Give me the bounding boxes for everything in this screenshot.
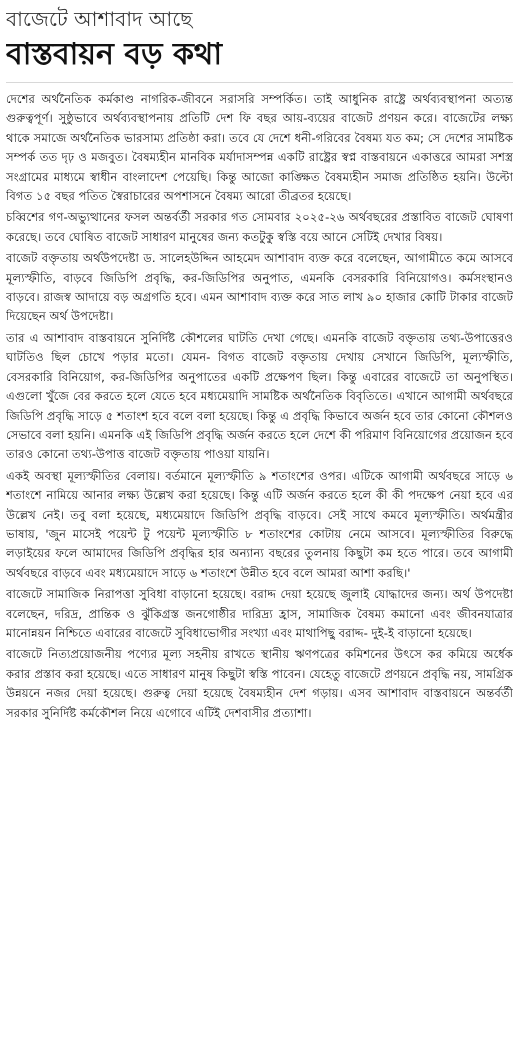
paragraph-7: বাজেটে নিত্যপ্রয়োজনীয় পণ্যের মূল্য সহনীয় রাখতে স্থানীয় ঋণপত্রের কমিশনের উৎসে কর কমিয়ে অর্ধেক করার প্রস্তাব করা হয়েছে। এতে সাধারণ মানুষ কিছুটা স্বস্তি পাবেন। যেহেতু বাজেটে প্রণয়নে প্রবৃদ্ধি নয়, সামগ্রিক উন্নয়নে নজর দেয়া হয়েছে। গুরুত্ব দেয়া হয়েছে বৈষম্যহীন দেশ গড়ায়। এসব আশাবাদ বাস্তবায়নে অন্তর্বর্তী সরকার সুনির্দিষ্ট কর্মকৌশল নিয়ে এগোবে এটিই দেশবাসীর প্রত্যাশা। — [6, 647, 513, 720]
paragraph-4: তার এ আশাবাদ বাস্তবায়নে সুনির্দিষ্ট কৌশলের ঘাটতি দেখা গেছে। এমনকি বাজেট বক্তৃতায় তথ্য-উপাত্তেরও ঘাটতিও ছিল চোখে পড়ার মতো। যেমন- বিগত বাজেট বক্তৃতায় দেখায় সেখানে জিডিপি, মূল্যস্ফীতি, বেসরকারি বিনিয়োগ, কর-জিডিপির অনুপাতের একটি প্রক্ষেপণ ছিল। কিন্তু এবারের বাজেটে তা অনুপস্থিত। এগুলো খুঁজে বের করতে হলে যেতে হবে মধ্যমেয়াদি সামষ্টিক অর্থনৈতিক বিবৃতিতে। এখানে আগামী অর্থবছরে জিডিপি প্রবৃদ্ধি সাড়ে ৫ শতাংশ হবে বলে বলা হয়েছে। কিন্তু এ প্রবৃদ্ধি কিভাবে অর্জন হবে তার কোনো কৌশলও সেভাবে বলা হয়নি। এমনকি এই জিডিপি প্রবৃদ্ধি অর্জন করতে হলে দেশে কী পরিমাণ বিনিয়োগের প্রয়োজন হবে তারও কোনো তথ্য-উপাত্ত বাজেট বক্তৃতায় পাওয়া যায়নি। — [6, 330, 513, 462]
headline-divider — [6, 82, 513, 83]
article-body — [6, 90, 513, 1048]
paragraph-1: দেশের অর্থনৈতিক কর্মকাণ্ড নাগরিক-জীবনে সরাসরি সম্পর্কিত। তাই আধুনিক রাষ্ট্রে অর্থব্যবস্থাপনা অত্যন্ত গুরুত্বপূর্ণ। সুষ্ঠুভাবে অর্থব্যবস্থাপনায় প্রতিটি দেশ ফি বছর আয়-ব্যয়ের বাজেট প্রণয়ন করে। বাজেটের লক্ষ্য থাকে সমাজে অর্থনৈতিক ভারসাম্য প্রতিষ্ঠা করা। তবে যে দেশে ধনী-গরিবের বৈষম্য যত কম; সে দেশের সামষ্টিক সম্পর্ক তত দৃঢ় ও মজবুত। বৈষম্যহীন মানবিক মর্যাদাসম্পন্ন একটি রাষ্ট্রের স্বপ্ন বাস্তবায়নে একাত্তরে আমরা সশস্ত্র সংগ্রামের মাধ্যমে স্বাধীন বাংলাদেশ পেয়েছি। কিন্তু আজো কাঙ্ক্ষিত বৈষম্যহীন সমাজ প্রতিষ্ঠিত হয়নি। উল্টো বিগত ১৫ বছর পতিত স্বৈরাচারের অপশাসনে বৈষম্য আরো তীব্রতর হয়েছে। — [6, 92, 513, 204]
paragraph-6: বাজেটে সামাজিক নিরাপত্তা সুবিধা বাড়ানো হয়েছে। বরাদ্দ দেয়া হয়েছে জুলাই যোদ্ধাদের জন্য। অর্থ উপদেষ্টা বলেছেন, দরিদ্র, প্রান্তিক ও ঝুঁকিগ্রস্ত জনগোষ্ঠীর দারিদ্র্য হ্রাস, সামাজিক বৈষম্য কমানো এবং জীবনযাত্রার মানোন্নয়ন নিশ্চিতে এবারের বাজেটে সুবিধাভোগীর সংখ্যা এবং মাথাপিছু বরাদ্দ- দুই-ই বাড়ানো হয়েছে। — [6, 587, 513, 640]
paragraph-5: একই অবস্থা মূল্যস্ফীতির বেলায়। বর্তমানে মূল্যস্ফীতি ৯ শতাংশের ওপর। এটিকে আগামী অর্থবছরে সাড়ে ৬ শতাংশে নামিয়ে আনার লক্ষ্য উল্লেখ করা হয়েছে। কিন্তু এটি অর্জন করতে হলে কী কী পদক্ষেপ নেয়া হবে এর উল্লেখ নেই। তবু বলা হয়েছে, মধ্যমেয়াদে জিডিপি প্রবৃদ্ধি বাড়বে। সেই সাথে কমবে মূল্যস্ফীতি। অর্থমন্ত্রীর ভাষায়, 'জুন মাসেই পয়েন্ট টু পয়েন্ট মূল্যস্ফীতি ৮ শতাংশের কোটায় নেমে আসবে। মূল্যস্ফীতির বিরুদ্ধে লড়াইয়ের ফলে আমাদের জিডিপি প্রবৃদ্ধির হার অন্যান্য বছরের তুলনায় কিছুটা কম হতে পারে। তবে আগামী অর্থবছরে বাড়বে এবং মধ্যমেয়াদে সাড়ে ৬ শতাংশে উন্নীত হবে বলে আমরা আশা করছি।' — [6, 468, 513, 580]
article-kicker: বাজেটে আশাবাদ আছে — [6, 7, 193, 31]
paragraph-3: বাজেট বক্তৃতায় অর্থউপদেষ্টা ড. সালেহউদ্দিন আহমেদ আশাবাদ ব্যক্ত করে বলেছেন, আগামীতে কমে আসবে মূল্যস্ফীতি, বাড়বে জিডিপি প্রবৃদ্ধি, কর-জিডিপির অনুপাত, এমনকি বেসরকারি বিনিয়োগও। কর্মসংস্থানও বাড়বে। রাজস্ব আদায়ে বড় অগ্রগতি হবে। এমন আশাবাদ ব্যক্ত করে সাত লাখ ৯০ হাজার কোটি টাকার বাজেট দিয়েছেন অর্থ উপদেষ্টা। — [6, 251, 513, 324]
paragraph-2: চব্বিশের গণ-অভ্যুত্থানের ফসল অন্তর্বর্তী সরকার গত সোমবার ২০২৫-২৬ অর্থবছরের প্রস্তাবিত বাজেট ঘোষণা করেছে। তবে ঘোষিত বাজেট সাধারণ মানুষের জন্য কতটুকু স্বস্তি বয়ে আনে সেটিই দেখার বিষয়। — [6, 210, 513, 244]
article-headline: বাস্তবায়ন বড় কথা — [6, 37, 223, 72]
